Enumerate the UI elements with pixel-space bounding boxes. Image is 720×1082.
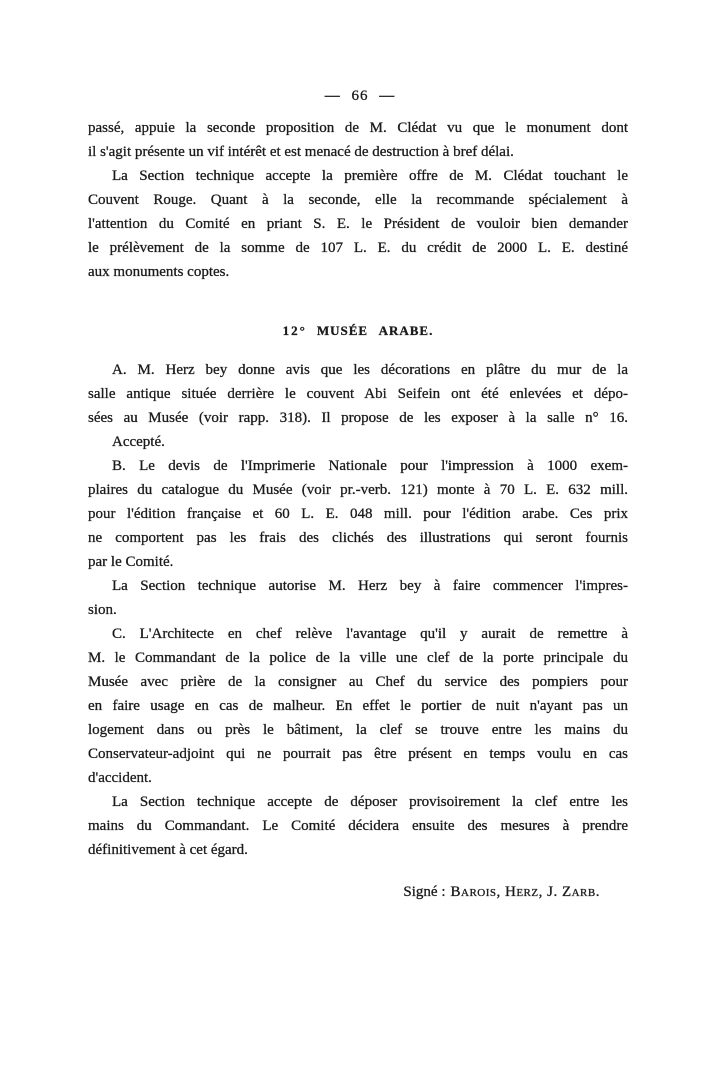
text-line: en faire usage en cas de malheur. En effet le portier de nuit n'ayant pas un — [88, 698, 628, 714]
text-line: Musée avec prière de la consigner au Chef du service des pompiers pour — [88, 674, 628, 690]
text-line: il s'agit présente un vif intérêt et est menacé de destruction à bref délai. — [88, 144, 514, 160]
text-line: sées au Musée (voir rapp. 318). Il propose de les exposer à la salle n° 16. — [88, 410, 628, 426]
text-line: aux monuments coptes. — [88, 264, 230, 280]
paragraph — [88, 790, 628, 862]
text-line: sion. — [88, 602, 117, 618]
text-line: La Section technique autorise M. Herz bey à faire commencer l'impres- — [112, 578, 628, 594]
text-line: La Section technique accepte la première offre de M. Clédat touchant le — [112, 168, 628, 184]
signature-line — [88, 880, 628, 904]
page-number: — 66 — — [324, 88, 396, 104]
text-line: plaires du catalogue du Musée (voir pr.-verb. 121) monte à 70 L. E. 632 mill. — [88, 482, 628, 498]
text-line: définitivement à cet égard. — [88, 842, 248, 858]
text-line: Accepté. — [112, 434, 165, 450]
paragraph — [88, 358, 628, 430]
text-line: l'attention du Comité en priant S. E. le Président de vouloir bien demander — [88, 216, 628, 232]
text-line: par le Comité. — [88, 554, 174, 570]
signature-prefix: Signé : — [403, 884, 446, 900]
text-line: M. le Commandant de la police de la ville une clef de la porte principale du — [88, 650, 628, 666]
section-heading — [88, 321, 628, 341]
text-line: Couvent Rouge. Quant à la seconde, elle la recommande spécialement à — [88, 192, 628, 208]
text-line: Conservateur-adjoint qui ne pourrait pas être présent en temps voulu en cas — [88, 746, 628, 762]
text-line: B. Le devis de l'Imprimerie Nationale pour l'impression à 1000 exem- — [112, 458, 628, 474]
text-line: C. L'Architecte en chef relève l'avantage qu'il y aurait de remettre à — [112, 626, 628, 642]
page-content — [0, 116, 720, 904]
paragraph — [88, 454, 628, 574]
text-line: ne comportent pas les frais des clichés des illustrations qui seront fournis — [88, 530, 628, 546]
text-line: passé, appuie la seconde proposition de M. Clédat vu que le monument dont — [88, 120, 628, 136]
text-line: La Section technique accepte de déposer provisoirement la clef entre les — [112, 794, 628, 810]
text-line: A. M. Herz bey donne avis que les décorations en plâtre du mur de la — [112, 362, 628, 378]
text-line: mains du Commandant. Le Comité décidera ensuite des mesures à prendre — [88, 818, 628, 834]
text-line: pour l'édition française et 60 L. E. 048 mill. pour l'édition arabe. Ces prix — [88, 506, 628, 522]
section-number: 12° — [282, 323, 307, 338]
section-title: MUSÉE ARABE. — [316, 323, 434, 338]
signature-names: Barois, Herz, J. Zarb. — [450, 884, 600, 900]
paragraph — [88, 430, 628, 454]
text-line: salle antique située derrière le couvent Abi Seifein ont été enlevées et dépo- — [88, 386, 628, 402]
text-line: le prélèvement de la somme de 107 L. E. du crédit de 2000 L. E. destiné — [88, 240, 628, 256]
paragraph — [88, 116, 628, 164]
text-line: d'accident. — [88, 770, 152, 786]
paragraph — [88, 622, 628, 790]
paragraph — [88, 574, 628, 622]
paragraph — [88, 164, 628, 284]
text-line: logement dans ou près le bâtiment, la clef se trouve entre les mains du — [88, 722, 628, 738]
